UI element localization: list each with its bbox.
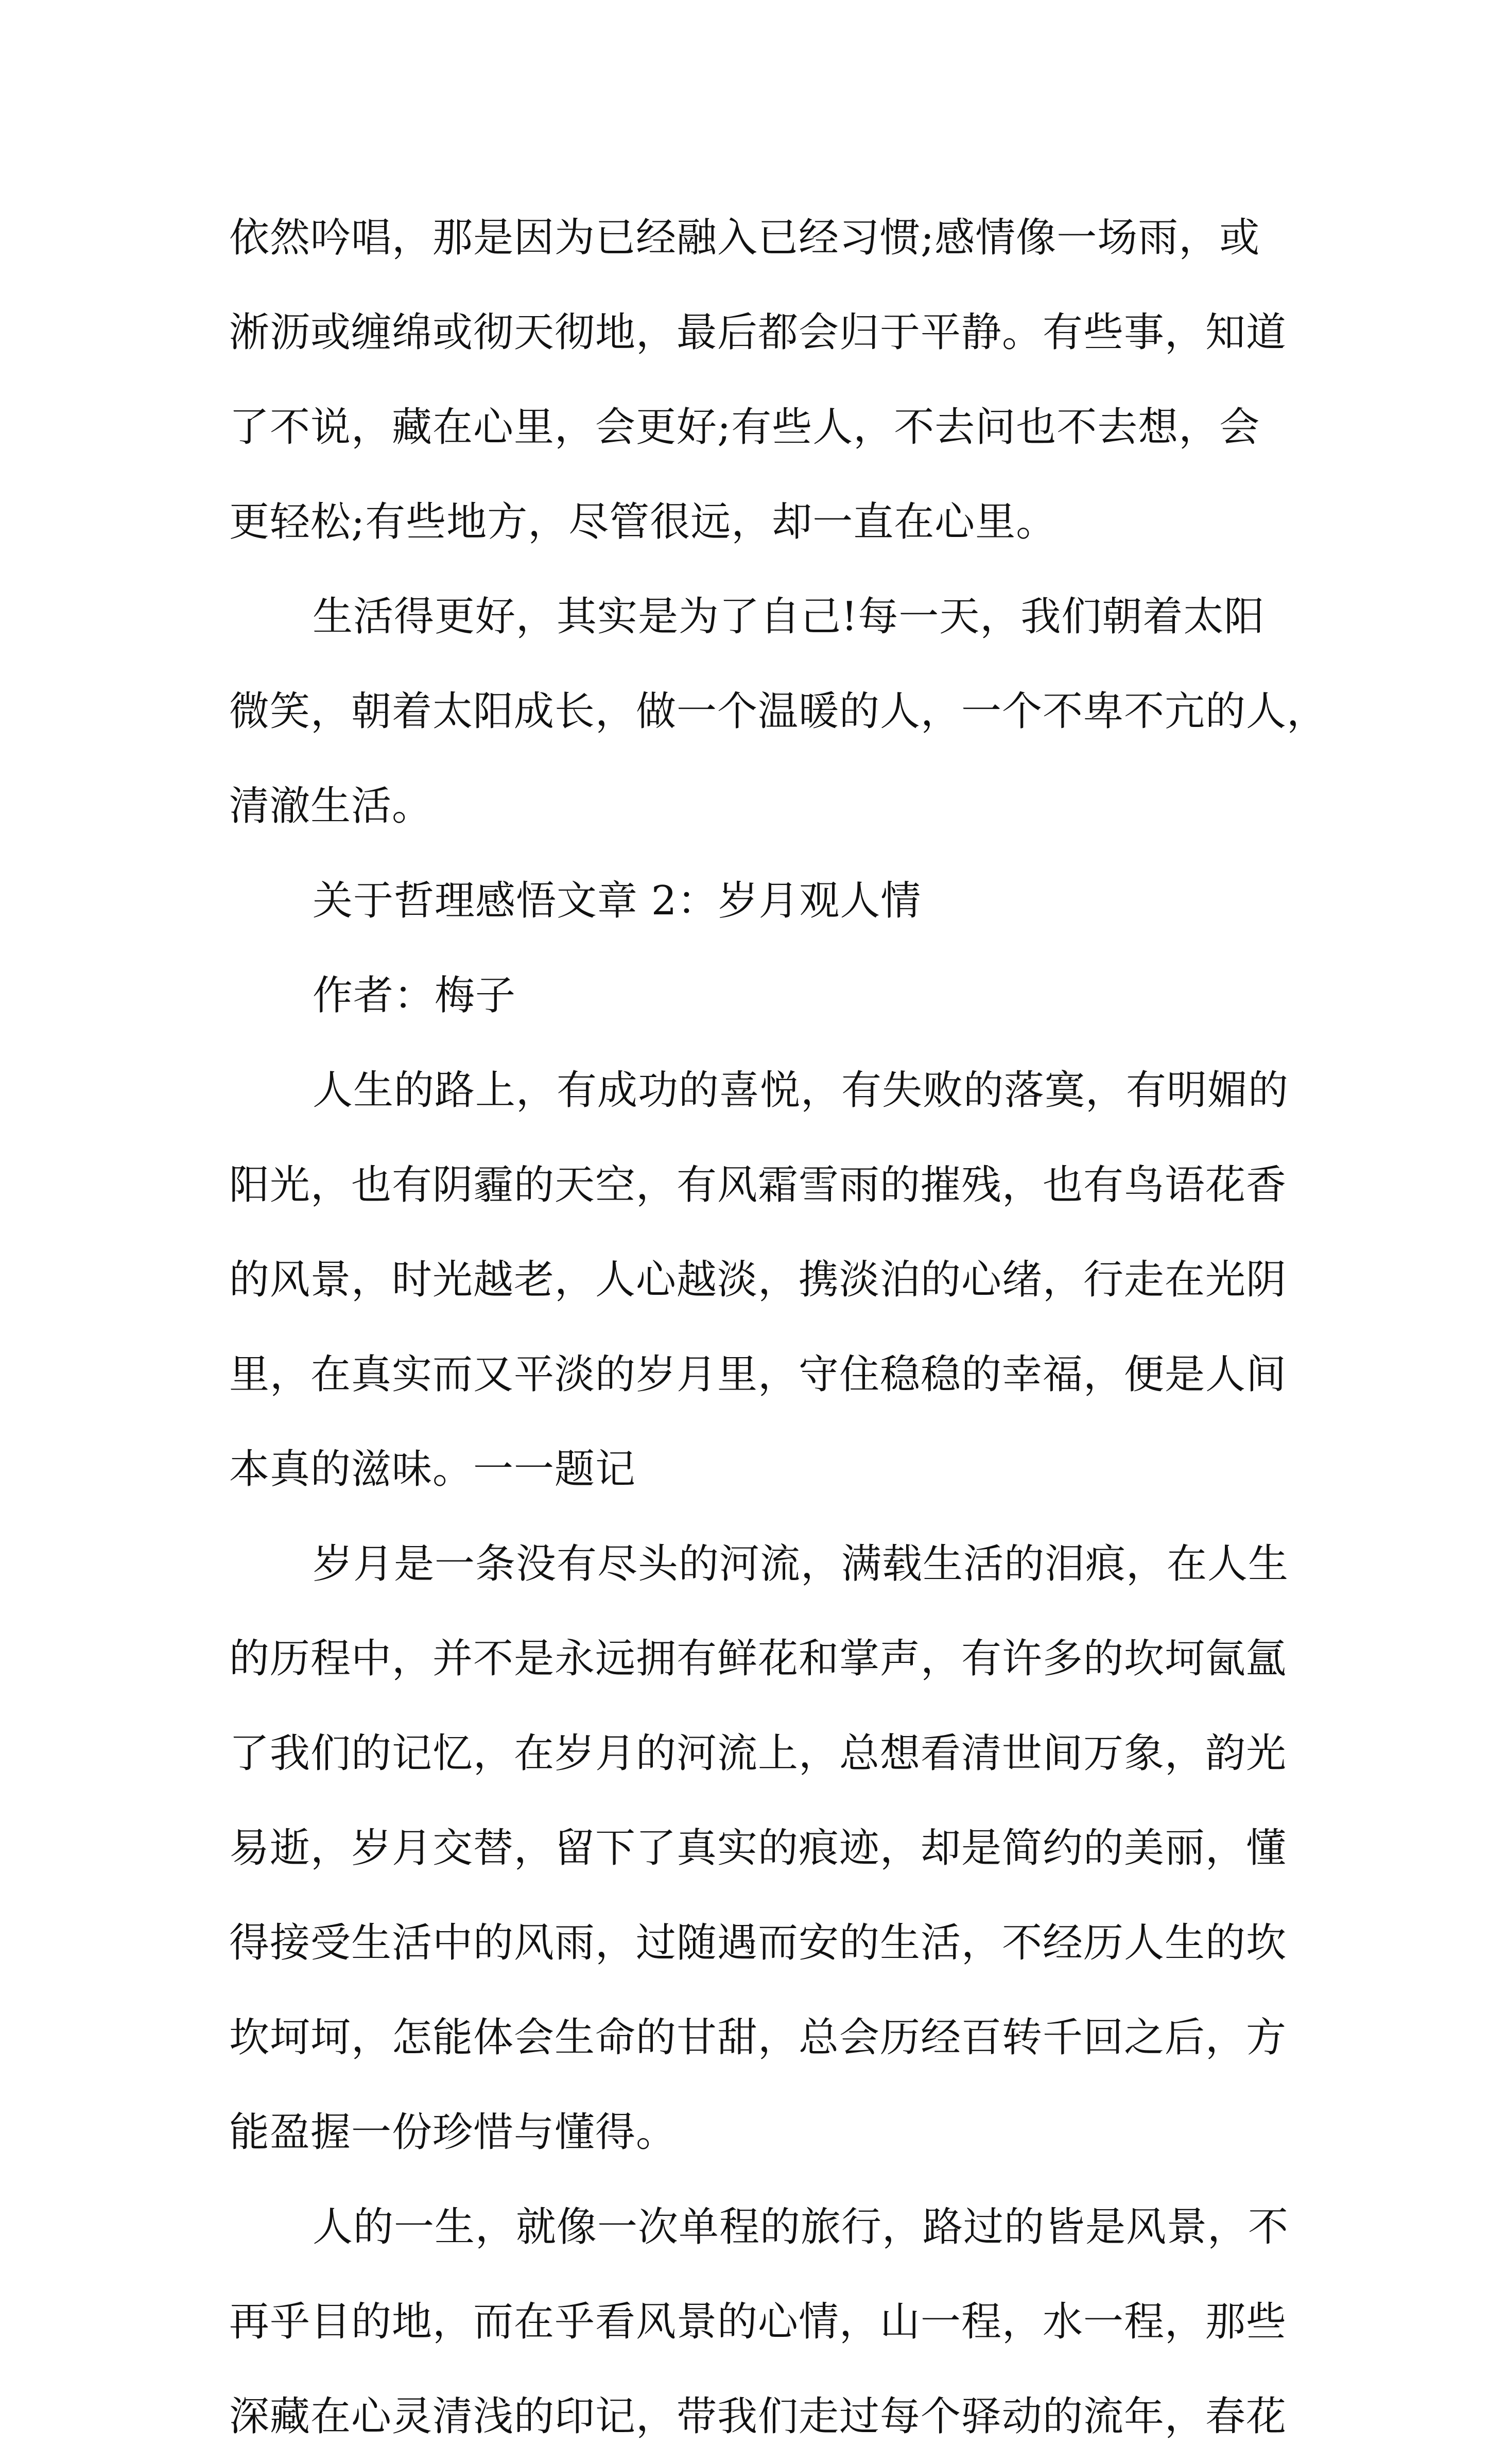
text-line: 本真的滋味。一一题记 (229, 1446, 636, 1493)
text-line: 深藏在心灵清浅的印记，带我们走过每个驿动的流年，春花 (229, 2393, 1287, 2440)
text-line: 了我们的记忆，在岁月的河流上，总想看清世间万象，韵光 (229, 1730, 1287, 1777)
text-line: 了不说，藏在心里，会更好;有些人，不去问也不去想，会 (229, 404, 1260, 450)
text-line: 阳光，也有阴霾的天空，有风霜雪雨的摧残，也有鸟语花香 (229, 1162, 1287, 1208)
text-line: 里，在真实而又平淡的岁月里，守住稳稳的幸福，便是人间 (229, 1351, 1287, 1398)
text-line: 依然吟唱，那是因为已经融入已经习惯;感情像一场雨，或 (229, 215, 1260, 261)
document-body (229, 190, 1328, 2464)
text-line: 的历程中，并不是永远拥有鲜花和掌声，有许多的坎坷氤氲 (229, 1636, 1287, 1682)
paragraph-first-line: 生活得更好，其实是为了自己!每一天，我们朝着太阳 (313, 594, 1265, 640)
text-line: 淅沥或缠绵或彻天彻地，最后都会归于平静。有些事，知道 (229, 309, 1287, 356)
author-line: 作者：梅子 (313, 973, 516, 1019)
text-line: 清澈生活。 (229, 783, 433, 829)
text-line: 易逝，岁月交替，留下了真实的痕迹，却是简约的美丽，懂 (229, 1825, 1287, 1871)
text-line: 能盈握一份珍惜与懂得。 (229, 2109, 677, 2156)
paragraph-first-line: 岁月是一条没有尽头的河流，满载生活的泪痕，在人生 (313, 1541, 1289, 1587)
paragraph-first-line: 人生的路上，有成功的喜悦，有失败的落寞，有明媚的 (313, 1067, 1289, 1114)
text-line: 坎坷坷，怎能体会生命的甘甜，总会历经百转千回之后，方 (229, 2015, 1287, 2061)
paragraph-first-line: 人的一生，就像一次单程的旅行，路过的皆是风景，不 (313, 2204, 1289, 2250)
text-line: 再乎目的地，而在乎看风景的心情，山一程，水一程，那些 (229, 2299, 1287, 2345)
text-line: 微笑，朝着太阳成长，做一个温暖的人，一个不卑不亢的人， (229, 688, 1328, 735)
article-title: 关于哲理感悟文章 2：岁月观人情 (313, 878, 922, 924)
text-line: 得接受生活中的风雨，过随遇而安的生活，不经历人生的坎 (229, 1920, 1287, 1966)
text-line: 的风景，时光越老，人心越淡，携淡泊的心绪，行走在光阴 (229, 1257, 1287, 1303)
text-line: 更轻松;有些地方，尽管很远，却一直在心里。 (229, 499, 1057, 545)
